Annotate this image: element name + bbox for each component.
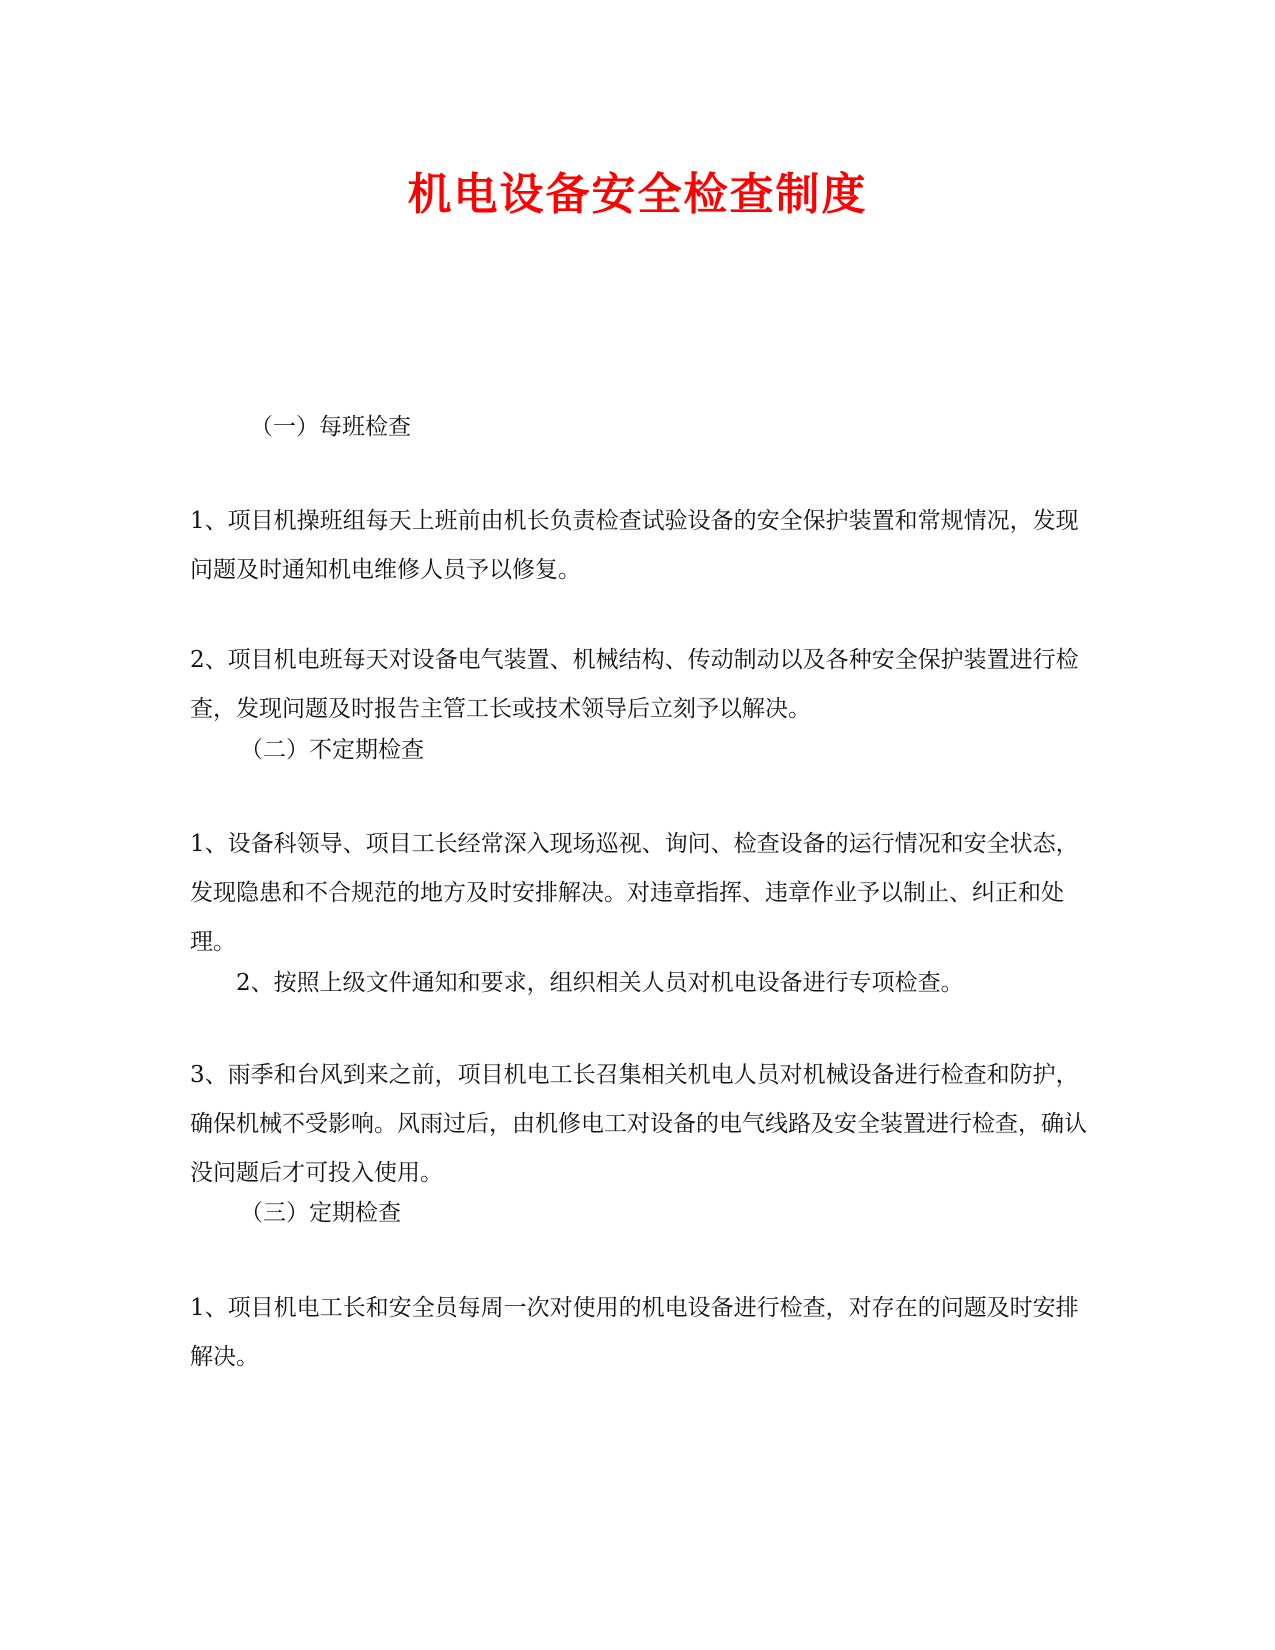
section-heading-1: （一）每班检查 [250, 414, 411, 440]
section-1-item-2: 2、项目机电班每天对设备电气装置、机械结构、传动制动以及各种安全保护装置进行检查，发现问题及时报告主管工长或技术领导后立刻予以解决。 [190, 647, 1079, 722]
section-3-item-1: 1、项目机电工长和安全员每周一次对使用的机电设备进行检查，对存在的问题及时安排解决。 [190, 1295, 1079, 1370]
document-title: 机电设备安全检查制度 [407, 169, 868, 220]
section-heading-3: （三）定期检查 [240, 1200, 401, 1226]
section-heading-2: （二）不定期检查 [240, 737, 424, 763]
section-2-item-2: 2、按照上级文件通知和要求，组织相关人员对机电设备进行专项检查。 [236, 970, 964, 996]
section-2-item-1: 1、设备科领导、项目工长经常深入现场巡视、询问、检查设备的运行情况和安全状态，发现隐患和不合规范的地方及时安排解决。对违章指挥、违章作业予以制止、纠正和处理。 [190, 831, 1079, 955]
section-1-item-1: 1、项目机操班组每天上班前由机长负责检查试验设备的安全保护装置和常规情况，发现问题及时通知机电维修人员予以修复。 [190, 508, 1079, 583]
section-2-item-3: 3、雨季和台风到来之前，项目机电工长召集相关机电人员对机械设备进行检查和防护，确保机械不受影响。风雨过后，由机修电工对设备的电气线路及安全装置进行检查，确认没问题后才可投入使用。 [190, 1062, 1087, 1186]
